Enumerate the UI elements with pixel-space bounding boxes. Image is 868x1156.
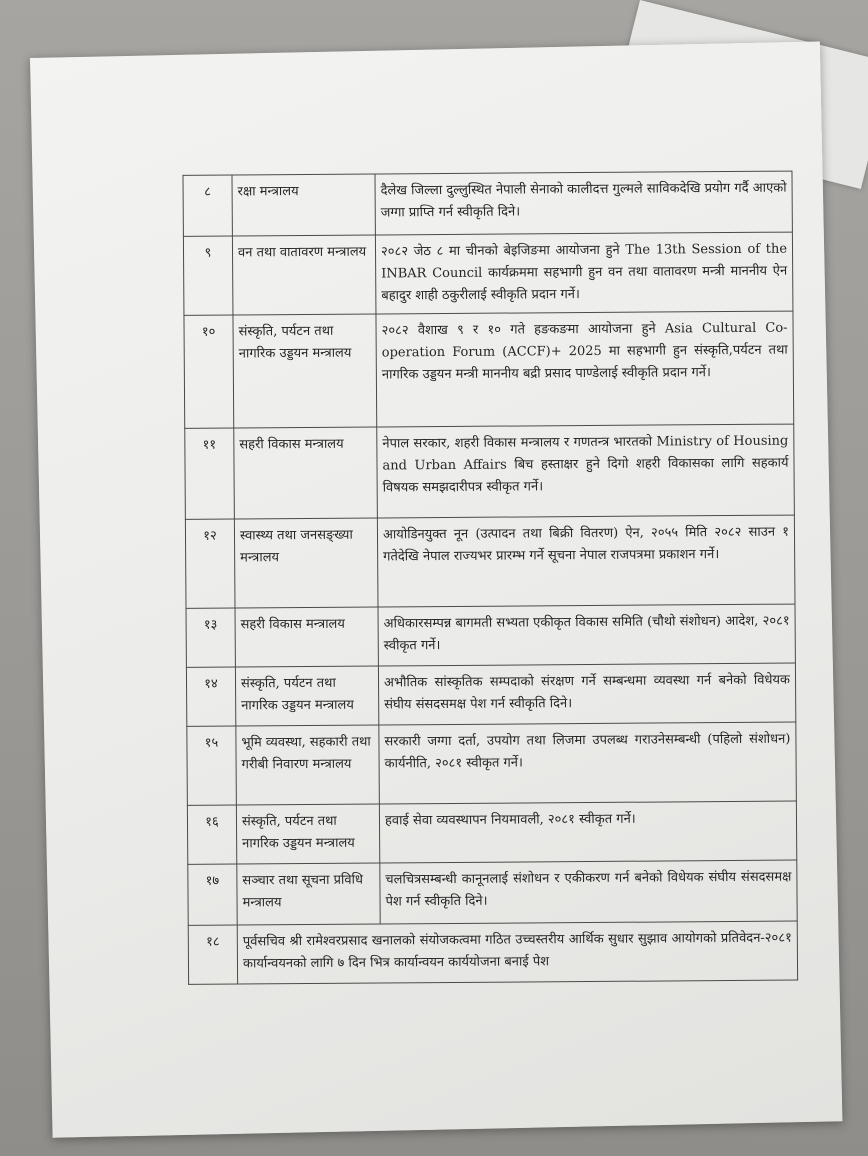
decision-cell: हवाई सेवा व्यवस्थापन नियमावली, २०८१ स्वीकृत गर्ने। [379,801,796,863]
table-row [185,424,795,519]
row-number: १४ [186,667,235,726]
table-row [187,722,797,805]
decision-cell: सरकारी जग्गा दर्ता, उपयोग तथा लिजमा उपलब्ध गराउनेसम्बन्धी (पहिलो संशोधन) कार्यनीति, २०८१ स्वीकृत गर्ने। [379,722,797,804]
row-number: १३ [186,608,235,667]
ministry-cell: भूमि व्यवस्था, सहकारी तथा गरीबी निवारण मन्त्रालय [236,725,380,805]
decision-cell: २०८२ जेठ ८ मा चीनको बेइजिङमा आयोजना हुने The 13th Session of the INBAR Council कार्यक्रममा सहभागी हुन वन तथा वातावरण मन्त्री माननीय ऐन बहादुर शाही ठकुरीलाई स्वीकृति प्रदान गर्ने। [375,232,793,314]
decision-cell: अधिकारसम्पन्न बागमती सभ्यता एकीकृत विकास समिति (चौथो संशोधन) आदेश, २०८१ स्वीकृत गर्ने। [378,604,795,666]
ministry-cell: सहरी विकास मन्त्रालय [234,427,378,519]
ministry-cell: सञ्चार तथा सूचना प्रविधि मन्त्रालय [237,863,380,925]
row-number: १८ [188,925,237,984]
table-row [188,860,797,925]
ministry-cell: संस्कृति, पर्यटन तथा नागरिक उड्डयन मन्त्रालय [236,804,379,864]
table-row [186,604,795,667]
row-number: १० [184,315,234,428]
ministry-cell: वन तथा वातावरण मन्त्रालय [232,235,376,315]
decision-cell: चलचित्रसम्बन्धी कानूनलाई संशोधन र एकीकरण गर्न बनेको विधेयक संघीय संसदसमक्ष पेश गर्न स्वीकृति दिने। [380,860,797,924]
row-number: १७ [188,864,237,925]
ministry-cell: स्वास्थ्य तथा जनसङ्ख्या मन्त्रालय [234,518,378,608]
table-row [187,801,796,864]
row-number: ९ [183,236,233,315]
table-row [184,311,794,428]
decision-cell: अभौतिक सांस्कृतिक सम्पदाको संरक्षण गर्ने सम्बन्धमा व्यवस्था गर्न बनेको विधेयक संघीय संसदसमक्ष पेश गर्न स्वीकृति दिने। [378,663,795,725]
decision-cell: पूर्वसचिव श्री रामेश्वरप्रसाद खनालको संयोजकत्वमा गठित उच्चस्तरीय आर्थिक सुधार सुझाव आयोगको प्रतिवेदन-२०८१ कार्यान्वयनको लागि ७ दिन भित्र कार्यान्वयन कार्ययोजना बनाई पेश [237,921,797,984]
decision-cell: २०८२ वैशाख ९ र १० गते हङकङमा आयोजना हुने Asia Cultural Co-operation Forum (ACCF)+ 2025 मा सहभागी हुन संस्कृति,पर्यटन तथा नागरिक उड्डयन मन्त्री माननीय बद्री प्रसाद पाण्डेलाई स्वीकृति प्रदान गर्ने। [376,311,794,427]
table-row [183,232,793,315]
row-number: १२ [185,519,235,608]
row-number: १५ [187,726,237,805]
ministry-cell: संस्कृति, पर्यटन तथा नागरिक उड्डयन मन्त्रालय [235,666,378,726]
table-row [185,515,795,608]
decision-cell: नेपाल सरकार, शहरी विकास मन्त्रालय र गणतन्त्र भारतको Ministry of Housing and Urban Affairs बिच हस्ताक्षर हुने दिगो शहरी विकासका लागि सहकार्य विषयक समझदारीपत्र स्वीकृत गर्ने। [377,424,795,518]
table-row [183,171,792,236]
row-number: ८ [183,175,232,236]
ministry-cell: सहरी विकास मन्त्रालय [235,607,378,667]
decision-cell: दैलेख जिल्ला दुल्लुस्थित नेपाली सेनाको कालीदत्त गुल्मले साविकदेखि प्रयोग गर्दै आएको जग्गा प्राप्ति गर्न स्वीकृति दिने। [375,171,792,235]
table-row [188,921,797,984]
row-number: १६ [187,805,236,864]
cabinet-decisions-table [182,171,798,985]
decision-cell: आयोडिनयुक्त नून (उत्पादन तथा बिक्री वितरण) ऐन, २०५५ मिति २०८२ साउन १ गतेदेखि नेपाल राज्यभर प्रारम्भ गर्ने सूचना नेपाल राजपत्रमा प्रकाशन गर्ने। [377,515,795,607]
ministry-cell: संस्कृति, पर्यटन तथा नागरिक उड्डयन मन्त्रालय [233,314,377,428]
table-row [186,663,795,726]
row-number: ११ [185,428,235,519]
document-page [30,41,842,1137]
ministry-cell: रक्षा मन्त्रालय [232,174,375,236]
